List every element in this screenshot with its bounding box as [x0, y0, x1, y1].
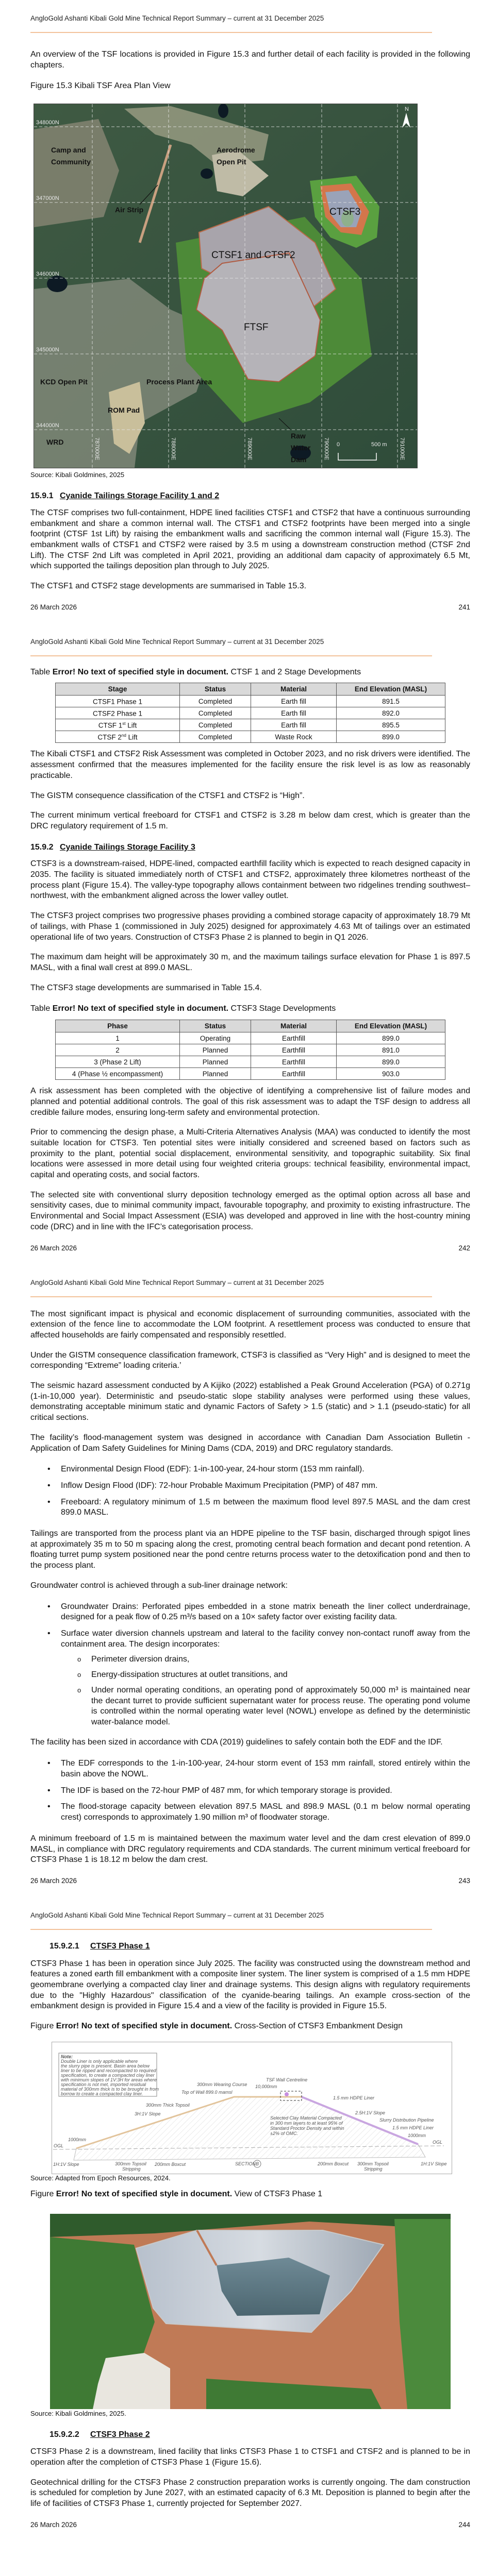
table-caption: Table Error! No text of specified style in document. CTSF3 Stage Developments — [30, 1004, 336, 1013]
table-row: 2 Planned Earthfill 891.0 — [56, 1044, 445, 1056]
tsf-area-plan-map — [34, 104, 418, 468]
table-header-row: Phase Status Material End Elevation (MASL) — [56, 1020, 445, 1032]
risk-paragraph: The Kibali CTSF1 and CTSF2 Risk Assessment was completed in October 2023, and no risk drivers were identified. The assessment confirmed that the measures implemented for the facility ensure the risk level is as low as reasonably practicable. — [30, 750, 470, 780]
label: Stripping — [364, 2166, 383, 2172]
label: 3H:1V Slope — [135, 2111, 161, 2116]
min-freeboard-paragraph: A minimum freeboard of 1.5 m is maintained between the maximum water level and the dam crest elevation of 899.0 MASL, in compliance with DRC regulatory requirements and CDA standards. The current minimum vertical freeboard for CTSF3 Phase 1 is 18.12 m below the dam crest. — [30, 1834, 470, 1865]
note-line: the slurry pipe is present. Basin area below — [61, 2063, 150, 2069]
figure-caption: Figure 15.3 Kibali TSF Area Plan View — [30, 81, 171, 91]
page-footer: 26 March 2026 243 — [30, 1876, 470, 1885]
sub-list-item: o Under normal operating conditions, an operating pond of approximately 50,000 m³ is maintained near the decant turret to provide sufficient supernatant water for process reuse. The operating pond volume is controlled within the normal operating water level (NOWL) envelope as defined by the deterministic water-balance model. — [77, 1685, 470, 1726]
page-number: 243 — [458, 1876, 470, 1885]
ctsf3-phase1-aerial-photo — [50, 2214, 451, 2409]
label: Stripping — [122, 2166, 141, 2172]
page-number: 242 — [458, 1244, 470, 1252]
table-header-row: Stage Status Material End Elevation (MASL) — [56, 683, 445, 696]
ctsf3-height-paragraph: The maximum dam height will be approximately 30 m, and the maximum tailings surface elevation for Phase 1 is 897.5 MASL, with a final wall crest at 899.0 MASL. — [30, 953, 470, 972]
map-label-raw: Raw — [291, 432, 306, 440]
note-line: Double Liner is only applicable where — [61, 2058, 138, 2064]
list-item: • The EDF corresponds to the 1-in-100-year, 24-hour storm event of 153 mm rainfall, stored entirely within the basin above the NOWL. — [47, 1759, 470, 1779]
seismic-paragraph: The seismic hazard assessment conducted by A Kijiko (2022) established a Peak Ground Acceleration (PGA) of 0.271g (1-in-10,000 year). Deterministic and pseudo-static slope stability analyses were performed using these values, demonstrating acceptable minimum static and dynamic Factors of Safety > 1.5 (static) and > 1.1 (pseudo-static) for all critical sections. — [30, 1381, 470, 1422]
table-row: 3 (Phase 2 Lift) Planned Earthfill 899.0 — [56, 1056, 445, 1068]
label: 1000mm — [68, 2137, 87, 2142]
map-label-ctsf3: CTSF3 — [329, 207, 361, 218]
label: 1H:1V Slope — [53, 2161, 79, 2167]
section-heading-15-9-2-2: 15.9.2.2 CTSF3 Phase 2 — [49, 2430, 150, 2439]
header-rule — [30, 655, 432, 656]
tailings-paragraph: Tailings are transported from the process plant via an HDPE pipeline to the TSF basin, discharged through spigot lines at approximately 35 m to 50 m spacing along the crest, promoting central beach formation and decant pond retention. A floating turret pump system positioned near the pond centre returns process water to the detoxification pond and then to the process plant. — [30, 1529, 470, 1570]
easting-label: 790000E — [323, 437, 329, 461]
northing-label: 348000N — [36, 120, 59, 126]
label: 300mm Wearing Course — [197, 2081, 247, 2087]
header-rule — [30, 32, 432, 33]
page-footer: 26 March 2026 242 — [30, 1244, 470, 1252]
label: 1H:1V Slope — [421, 2161, 447, 2166]
sized-paragraph: The facility has been sized in accordance with CDA (2019) guidelines to safely contain both the EDF and the IDF. — [30, 1737, 443, 1747]
page-footer: 26 March 2026 241 — [30, 603, 470, 611]
label: OGL — [433, 2139, 443, 2145]
easting-label: 791000E — [399, 437, 405, 461]
figure-source: Source: Adapted from Epoch Resources, 2024. — [30, 2174, 171, 2182]
phase2-paragraph: CTSF3 Phase 2 is a downstream, lined facility that links CTSF3 Phase 1 to CTSF1 and CTSF2 and is planned to be in operation after the completion of CTSF3 Phase 1 (Figure 15.6). — [30, 2447, 470, 2467]
note-line: specification, to create a compacted clay liner — [61, 2072, 155, 2078]
map-label-process-plant: Process Plant Area — [146, 378, 212, 386]
label: Selected Clay Material Compacted — [270, 2115, 342, 2121]
list-item: • The IDF is based on the 72-hour PMP of 487 mm, for which temporary storage is provided. — [47, 1786, 392, 1795]
note-line: material of 300mm thick is to be brought in from — [61, 2086, 159, 2092]
label: 200mm Boxcut — [318, 2161, 349, 2166]
map-label-ctsf1-ctsf2: CTSF1 and CTSF2 — [211, 250, 295, 261]
table-row: CTSF 2nd Lift Completed Waste Rock 899.0 — [56, 731, 445, 743]
table-row: 4 (Phase ½ encompassment) Planned Earthfill 903.0 — [56, 1068, 445, 1080]
easting-label: 789000E — [246, 437, 253, 461]
label: Standard Proctor Density and within — [270, 2125, 344, 2131]
map-label-rom-pad: ROM Pad — [108, 406, 140, 415]
embankment-body — [74, 2097, 425, 2160]
map-label-air-strip: Air Strip — [115, 206, 144, 214]
map-label-open-pit: Open Pit — [217, 158, 246, 166]
page-number: 241 — [458, 603, 470, 611]
ctsf3-table-reference: The CTSF3 stage developments are summarised in Table 15.4. — [30, 983, 262, 992]
label: 1.5 mm HDPE Liner — [333, 2095, 375, 2100]
map-label-ftsf: FTSF — [244, 322, 269, 333]
sub-list-item: o Perimeter diversion drains, — [77, 1655, 190, 1664]
list-item: • Groundwater Drains: Perforated pipes embedded in a stone matrix beneath the liner collect underdrainage, designed for a peak flow of 0.25 m³/s based on a 10× safety factor over existing facility data. — [47, 1602, 470, 1622]
figure-caption: Figure Error! No text of specified style in document. Cross-Section of CTSF3 Embankment Design — [30, 2022, 403, 2031]
figure-caption: Figure Error! No text of specified style in document. View of CTSF3 Phase 1 — [30, 2189, 323, 2198]
figure-source: Source: Kibali Goldmines, 2025 — [30, 471, 125, 479]
label: in 300 mm layers to at least 95% of — [270, 2120, 343, 2126]
svg-text:N: N — [405, 106, 409, 113]
running-header: AngloGold Ashanti Kibali Gold Mine Technical Report Summary – current at 31 December 2025 — [30, 14, 324, 22]
northing-label: 346000N — [36, 271, 59, 278]
table-row: CTSF1 Phase 1 Completed Earth fill 891.5 — [56, 696, 445, 707]
note-title: Note: — [61, 2054, 73, 2059]
ctsf3-stage-table — [55, 1020, 445, 1080]
impact-paragraph: The most significant impact is physical and economic displacement of surrounding communities, associated with the extension of the fence line to accommodate the LOM footprint. A resettlement process was conducted to ensure that affected households are fairly compensated and responsibly resettled. — [30, 1309, 470, 1340]
section-heading-15-9-1: 15.9.1 Cyanide Tailings Storage Facility 1 and 2 — [30, 492, 220, 501]
flood-management-paragraph: The facility’s flood-management system was designed in accordance with Canadian Dam Association Bulletin - Application of Dam Safety Guidelines for Mining Dams (CDA, 2019) and DRC regulatory standards. — [30, 1433, 470, 1453]
freeboard-paragraph: The current minimum vertical freeboard for CTSF1 and CTSF2 is 3.28 m below dam crest, which is greater than the DRC regulatory requirement of 1.5 m. — [30, 811, 470, 831]
easting-label: 788000E — [170, 437, 176, 461]
table-row: CTSF2 Phase 1 Completed Earth fill 892.0 — [56, 707, 445, 719]
section-heading-15-9-2-1: 15.9.2.1 CTSF3 Phase 1 — [49, 1941, 150, 1951]
label: 200mm Boxcut — [155, 2161, 186, 2167]
easting-label: 787000E — [94, 437, 100, 461]
note-line: with minimum slopes of 1V:3H for areas where — [61, 2077, 157, 2082]
phase2-drilling-paragraph: Geotechnical drilling for the CTSF3 Phase 2 construction preparation works is currently ongoing. The dam construction is scheduled for completion by June 2027, with an estimated capacity of 6.3 Mt. Deposition is planned to begin after the life of facilities of CTSF3 Phase 1, currently projected for September 2027. — [30, 2478, 470, 2509]
maa-paragraph: Prior to commencing the design phase, a Multi-Criteria Alternatives Analysis (MAA) was conducted to identify the most suitable location for CTSF3. Ten potential sites were initially considered and screened based on factors such as proximity to the plant, potential social displacement, environmental sensitivity, and topographic suitability. Six final locations were assessed in more detail using four weighted criteria groups: technical feasibility, environmental impact, capital and operating costs, and social factors. — [30, 1128, 470, 1180]
label: 300mm Topsoil — [357, 2161, 389, 2166]
map-label-kcd-open-pit: KCD Open Pit — [40, 378, 88, 386]
label: 1.5 mm HDPE Liner — [392, 2125, 434, 2130]
note-line: specification is not met, imported residual — [61, 2081, 146, 2087]
running-header: AngloGold Ashanti Kibali Gold Mine Technical Report Summary – current at 31 December 2025 — [30, 637, 324, 646]
ctsf3-intro-paragraph: CTSF3 is a downstream-raised, HDPE-lined, compacted earthfill facility which is expected to reach designed capacity in 2035. The facility is situated immediately north of CTSF1 and CTSF2, approximately three kilometres northeast of the process plant (Figure 15.4). The valley-type topography allows containment between two ridgelines trending southwest–northwest, with the embankment aligned across the lower valley outlet. — [30, 859, 470, 901]
page-footer: 26 March 2026 244 — [30, 2520, 470, 2529]
phase1-paragraph: CTSF3 Phase 1 has been in operation since July 2025. The facility was constructed using the downstream method and features a zoned earth fill embankment with a composite liner system. The liner system is comprised of a 1.5 mm HDPE geomembrane overlying a compacted clay liner and drainage systems. This design aligns with regulatory requirements due to the "Highly Hazardous" classification of the cyanide-bearing tailings. An example cross-section of the embankment design is provided in Figure 15.4 and a view of the facility is provided in Figure 15.5. — [30, 1959, 470, 2011]
page-number: 244 — [458, 2520, 470, 2529]
embankment-cross-section-figure — [52, 2042, 452, 2174]
figure-source: Source: Kibali Goldmines, 2025. — [30, 2409, 126, 2417]
intro-paragraph: An overview of the TSF locations is provided in Figure 15.3 and further detail of each facility is provided in the following chapters. — [30, 50, 470, 70]
section-heading-15-9-2: 15.9.2 Cyanide Tailings Storage Facility 3 — [30, 842, 195, 852]
gistm-paragraph: Under the GISTM consequence classification framework, CTSF3 is classified as “Very High” and is designed to meet the corresponding “Extreme” loading criteria.’ — [30, 1350, 470, 1370]
section-label: SECTION — [235, 2161, 256, 2166]
list-item: • Environmental Design Flood (EDF): 1-in-100-year, 24-hour storm (153 mm rainfall). — [47, 1465, 365, 1474]
section-id: B — [256, 2161, 259, 2166]
ctsf1-2-stage-table — [55, 683, 445, 743]
northing-label: 344000N — [36, 422, 59, 429]
list-item: • Freeboard: A regulatory minimum of 1.5 m between the maximum flood level 897.5 MASL and the dam crest 899.0 MASL. — [47, 1497, 470, 1517]
northing-label: 345000N — [36, 347, 59, 353]
selected-site-paragraph: The selected site with conventional slurry deposition technology emerged as the optimal option across all base and sensitivity cases, due to minimal community impact, favourable topography, and proximity to existing infrastructure. The Environmental and Social Impact Assessment (ESIA) was developed and approved in line with the host-country mining code (DRC) and in line with the IFC’s categorisation process. — [30, 1190, 470, 1231]
header-rule — [30, 1296, 432, 1297]
table-reference-paragraph: The CTSF1 and CTSF2 stage developments are summarised in Table 15.3. — [30, 582, 307, 591]
label: 1000mm — [408, 2132, 426, 2138]
label: 300mm Thick Topsoil — [146, 2102, 190, 2108]
label: OGL — [54, 2143, 64, 2148]
groundwater-paragraph: Groundwater control is achieved through a sub-liner drainage network: — [30, 1581, 288, 1590]
map-label-dam: Dam — [291, 455, 307, 464]
ctsf-description-paragraph: The CTSF comprises two full-containment, HDPE lined facilities CTSF1 and CTSF2 that have a continuous surrounding embankment and share a common internal wall. The CTSF1 and CTSF2 footprints have been merged into a single footprint (CTSF 1st Lift) by raising the embankment walls and sacrificing the common internal wall (Figure 15.3). The embankment walls of CTSF1 and CTSF2 were raised by 3.5 m using a downstream construction method (CTSF 2nd Lift). The CTSF 2nd Lift was completed in April 2021, providing an additional dam capacity of approximately 6.5 Mt, which supported the tailings deposition plan through to July 2025. — [30, 508, 470, 571]
list-item: • Inflow Design Flood (IDF): 72-hour Probable Maximum Precipitation (PMP) of 487 mm. — [47, 1481, 378, 1490]
label: 10,000mm — [255, 2083, 277, 2089]
map-label-camp: Camp and — [51, 146, 86, 155]
table-row: 1 Operating Earthfill 899.0 — [56, 1032, 445, 1044]
map-label-wrd: WRD — [46, 438, 64, 447]
map-label-aerodrome: Aerodrome — [217, 146, 255, 155]
label: Slurry Distribution Pipeline — [379, 2117, 434, 2123]
label: TSF Wall Centreline — [266, 2077, 308, 2082]
label: 300mm Topsoil — [115, 2161, 146, 2166]
running-header: AngloGold Ashanti Kibali Gold Mine Technical Report Summary – current at 31 December 2025 — [30, 1911, 324, 1919]
list-item: • The flood-storage capacity between elevation 897.5 MASL and 898.9 MASL (0.1 m below normal operating crest) corresponds to approximately 1.90 million m³ of floodwater storage. — [47, 1802, 470, 1822]
label: ±2% of OMC. — [270, 2130, 298, 2136]
svg-text:0: 0 — [337, 442, 340, 448]
note-line: liner to be ripped and recompacted to required — [61, 2067, 156, 2073]
gistm-paragraph: The GISTM consequence classification of the CTSF1 and CTSF2 is “High”. — [30, 791, 305, 800]
sub-list-item: o Energy-dissipation structures at outlet transitions, and — [77, 1670, 288, 1680]
svg-text:500 m: 500 m — [371, 442, 387, 448]
label: Top of Wall 899.0 mamsl — [181, 2089, 233, 2095]
northing-label: 347000N — [36, 195, 59, 202]
table-row: CTSF 1st Lift Completed Earth fill 895.5 — [56, 719, 445, 731]
ctsf3-project-paragraph: The CTSF3 project comprises two progressive phases providing a combined storage capacity of approximately 18.79 Mt of tailings, with Phase 1 (commissioned in July 2025) designed for approximately 4.63 Mt of tailings over an estimated operational life of two years. Construction of CTSF3 Phase 2 is planned to begin in Q1 2026. — [30, 911, 470, 942]
risk-assessment-paragraph: A risk assessment has been completed with the objective of identifying a comprehensive list of failure modes and planned and potential additional controls. The goal of this risk assessment was to adapt the TSF design to address all credible failure modes, ensuring long-term safety and environmental protection. — [30, 1087, 470, 1117]
list-item: • Surface water diversion channels upstream and lateral to the facility convey non-contact runoff away from the containment area. The design incorporates: — [47, 1629, 470, 1649]
label: 2.5H:1V Slope — [355, 2110, 386, 2115]
header-rule — [30, 1929, 432, 1930]
note-line: borrow to create a compacted clay liner. — [61, 2091, 143, 2096]
map-label-water: Water — [291, 444, 311, 452]
table-caption: Table Error! No text of specified style in document. CTSF 1 and 2 Stage Developments — [30, 667, 361, 676]
map-label-community: Community — [51, 158, 91, 166]
running-header: AngloGold Ashanti Kibali Gold Mine Technical Report Summary – current at 31 December 2025 — [30, 1278, 324, 1286]
